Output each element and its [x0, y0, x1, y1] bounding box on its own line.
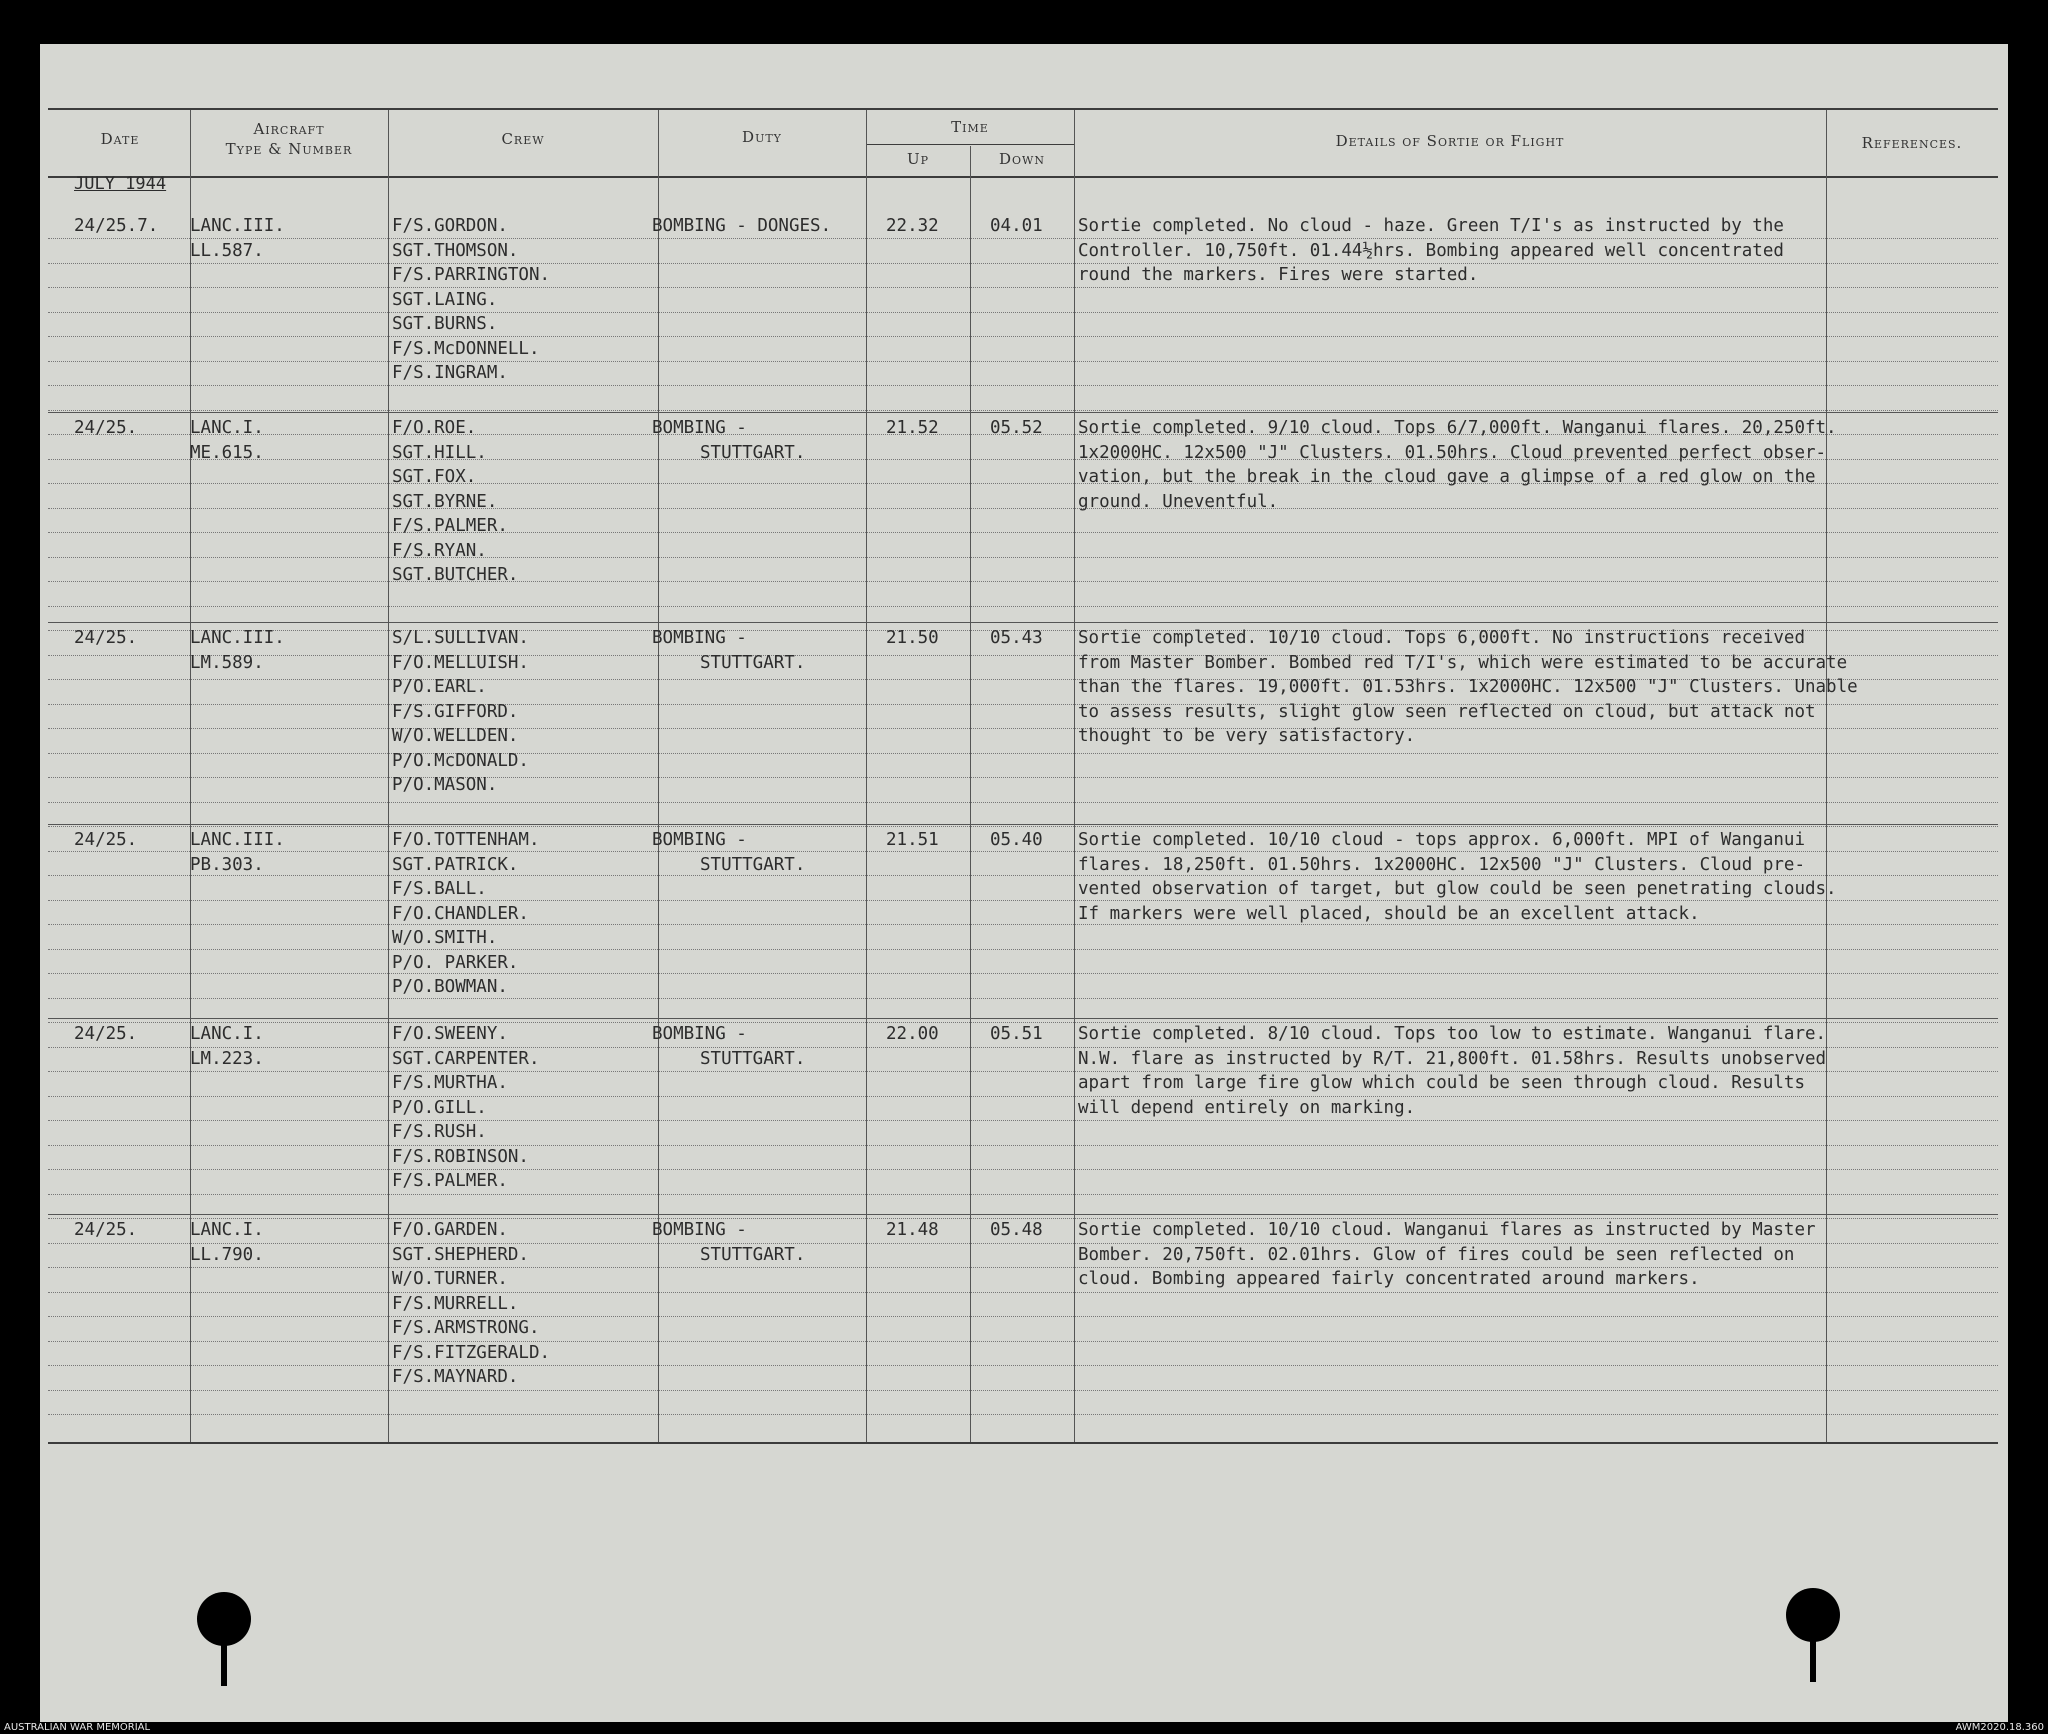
entry-crew-member: F/S.PALMER.	[392, 516, 508, 536]
header-crew: Crew	[501, 130, 545, 148]
ruled-line	[48, 998, 1998, 999]
entry-crew-member: SGT.PATRICK.	[392, 854, 519, 875]
entry-crew-member: SGT.CARPENTER.	[392, 1048, 540, 1069]
entry-details-line: Sortie completed. 10/10 cloud. Tops 6,000ft. No instructions received	[1078, 628, 1805, 648]
header-aircraft-line2: Type & Number	[225, 140, 353, 158]
entry-crew-member: F/S.MURRELL.	[392, 1293, 519, 1314]
entry-crew-member: F/O.CHANDLER.	[392, 903, 529, 924]
entry-crew-member: SGT.BURNS.	[392, 314, 498, 334]
entry-duty: STUTTGART.	[700, 652, 806, 673]
header-details: Details of Sortie or Flight	[1335, 132, 1565, 150]
ruled-line	[48, 581, 1998, 582]
entry-details-line: If markers were well placed, should be an excellent attack.	[1078, 903, 1700, 924]
ruled-line	[48, 949, 1998, 950]
entry-crew-member: F/S.ARMSTRONG.	[392, 1318, 540, 1338]
binder-hole-left	[197, 1592, 251, 1646]
header-time: Time	[951, 118, 989, 136]
entry-details-line: Sortie completed. 9/10 cloud. Tops 6/7,000ft. Wanganui flares. 20,250ft.	[1078, 418, 1837, 438]
ruled-line	[48, 1341, 1998, 1342]
entry-crew-member: F/O.TOTTENHAM.	[392, 830, 540, 850]
month-label: JULY 1944	[74, 174, 167, 194]
entry-crew-member: F/O.SWEENY.	[392, 1024, 508, 1044]
ruled-line	[48, 973, 1998, 974]
entry-crew-member: F/S.GORDON.	[392, 216, 508, 236]
entry-crew-member: W/O.SMITH.	[392, 928, 498, 948]
ruled-line	[48, 1145, 1998, 1146]
entry-crew-member: SGT.SHEPHERD.	[392, 1244, 529, 1265]
entry-separator	[48, 824, 1998, 825]
entry-details-line: than the flares. 19,000ft. 01.53hrs. 1x2000HC. 12x500 "J" Clusters. Unable	[1078, 677, 1858, 697]
entry-crew-member: F/S.ROBINSON.	[392, 1146, 529, 1167]
entry-crew-member: F/O.ROE.	[392, 418, 477, 438]
entry-crew-member: S/L.SULLIVAN.	[392, 628, 529, 648]
ruled-line	[48, 1096, 1998, 1097]
entry-time-up: 22.00	[886, 1024, 939, 1044]
ruled-line	[48, 1292, 1998, 1293]
entry-crew-member: P/O.MASON.	[392, 775, 498, 795]
ruled-line	[48, 924, 1998, 925]
entry-crew-member: F/S.RUSH.	[392, 1122, 487, 1142]
entry-separator	[48, 1018, 1998, 1019]
entry-crew-member: F/O.GARDEN.	[392, 1220, 508, 1240]
entry-details-line: will depend entirely on marking.	[1078, 1097, 1416, 1118]
ruled-line	[48, 728, 1998, 729]
entry-crew-member: SGT.BUTCHER.	[392, 565, 519, 585]
entry-time-up: 21.48	[886, 1220, 939, 1240]
entry-aircraft: PB.303.	[190, 854, 264, 875]
entry-aircraft: LANC.III.	[190, 628, 285, 648]
header-bottom-rule	[48, 176, 1998, 178]
ruled-line	[48, 1169, 1998, 1170]
ruled-line	[48, 1414, 1998, 1415]
ruled-line	[48, 557, 1998, 558]
entry-separator	[48, 622, 1998, 623]
entry-date: 24/25.	[74, 628, 138, 648]
entry-crew-member: F/S.PARRINGTON.	[392, 265, 551, 285]
entry-details-line: vented observation of target, but glow could be seen penetrating clouds.	[1078, 879, 1837, 899]
divider-up	[970, 146, 971, 1442]
entry-date: 24/25.	[74, 1220, 138, 1240]
entry-duty: STUTTGART.	[700, 1244, 806, 1265]
entry-aircraft: ME.615.	[190, 442, 264, 463]
entry-date: 24/25.7.	[74, 216, 159, 236]
entry-details-line: apart from large fire glow which could be seen through cloud. Results	[1078, 1073, 1805, 1093]
entry-date: 24/25.	[74, 418, 138, 438]
entry-time-down: 05.48	[990, 1220, 1043, 1240]
entry-crew-member: P/O. PARKER.	[392, 952, 519, 973]
ruled-line	[48, 1365, 1998, 1366]
entry-details-line: to assess results, slight glow seen reflected on cloud, but attack not	[1078, 701, 1816, 722]
top-rule	[48, 108, 1998, 110]
entry-details-line: from Master Bomber. Bombed red T/I's, which were estimated to be accurate	[1078, 652, 1848, 673]
entry-aircraft: LANC.I.	[190, 418, 264, 438]
bottom-rule	[48, 1442, 1998, 1444]
ruled-line	[48, 1390, 1998, 1391]
entry-crew-member: P/O.EARL.	[392, 677, 487, 697]
ruled-line	[48, 287, 1998, 288]
entry-time-up: 22.32	[886, 216, 939, 236]
entry-time-up: 21.51	[886, 830, 939, 850]
entry-crew-member: SGT.FOX.	[392, 467, 477, 487]
binder-slot-right	[1810, 1636, 1816, 1682]
ruled-line	[48, 385, 1998, 386]
entry-details-line: cloud. Bombing appeared fairly concentrated around markers.	[1078, 1269, 1700, 1289]
ruled-line	[48, 410, 1998, 411]
entry-time-down: 05.43	[990, 628, 1043, 648]
entry-aircraft: LM.589.	[190, 652, 264, 673]
footer-left: AUSTRALIAN WAR MEMORIAL	[4, 1722, 151, 1733]
ruled-line	[48, 777, 1998, 778]
entry-crew-member: F/S.RYAN.	[392, 540, 487, 561]
entry-crew-member: F/S.PALMER.	[392, 1171, 508, 1191]
time-sub-rule	[866, 144, 1074, 145]
entry-aircraft: LANC.I.	[190, 1024, 264, 1044]
entry-crew-member: F/S.INGRAM.	[392, 363, 508, 383]
ruled-line	[48, 606, 1998, 607]
ruled-line	[48, 1194, 1998, 1195]
ruled-line	[48, 361, 1998, 362]
entry-details-line: flares. 18,250ft. 01.50hrs. 1x2000HC. 12x500 "J" Clusters. Cloud pre-	[1078, 854, 1805, 875]
ruled-line	[48, 826, 1998, 827]
entry-details-line: Controller. 10,750ft. 01.44½hrs. Bombing appeared well concentrated	[1078, 240, 1784, 261]
entry-crew-member: F/S.MURTHA.	[392, 1073, 508, 1093]
ruled-line	[48, 802, 1998, 803]
entry-details-line: Sortie completed. No cloud - haze. Green T/I's as instructed by the	[1078, 216, 1784, 236]
entry-crew-member: SGT.HILL.	[392, 442, 487, 463]
entry-duty: STUTTGART.	[700, 1048, 806, 1069]
entry-aircraft: LL.790.	[190, 1244, 264, 1265]
ruled-line	[48, 336, 1998, 337]
entry-crew-member: F/S.BALL.	[392, 879, 487, 899]
entry-date: 24/25.	[74, 1024, 138, 1044]
entry-details-line: Sortie completed. 8/10 cloud. Tops too low to estimate. Wanganui flare.	[1078, 1024, 1827, 1044]
entry-crew-member: P/O.BOWMAN.	[392, 977, 508, 997]
entry-time-up: 21.52	[886, 418, 939, 438]
ruled-line	[48, 1120, 1998, 1121]
entry-aircraft: LANC.III.	[190, 830, 285, 850]
ruled-line	[48, 1267, 1998, 1268]
binder-slot-left	[221, 1640, 227, 1686]
entry-aircraft: LM.223.	[190, 1048, 264, 1069]
entry-crew-member: F/S.FITZGERALD.	[392, 1342, 551, 1363]
header-duty: Duty	[742, 128, 782, 146]
entry-details-line: ground. Uneventful.	[1078, 491, 1279, 512]
entry-separator	[48, 1214, 1998, 1215]
entry-details-line: N.W. flare as instructed by R/T. 21,800ft. 01.58hrs. Results unobserved	[1078, 1048, 1827, 1069]
entry-crew-member: F/O.MELLUISH.	[392, 652, 529, 673]
ruled-line	[48, 532, 1998, 533]
entry-details-line: Sortie completed. 10/10 cloud - tops approx. 6,000ft. MPI of Wanganui	[1078, 830, 1805, 850]
entry-crew-member: F/S.GIFFORD.	[392, 701, 519, 722]
entry-duty: STUTTGART.	[700, 442, 806, 463]
header-date: Date	[100, 130, 140, 148]
entry-aircraft: LANC.III.	[190, 216, 285, 236]
entry-crew-member: SGT.THOMSON.	[392, 240, 519, 261]
header-references: References.	[1861, 134, 1963, 152]
entry-separator	[48, 412, 1998, 413]
entry-details-line: thought to be very satisfactory.	[1078, 726, 1416, 746]
entry-time-down: 05.40	[990, 830, 1043, 850]
header-down: Down	[999, 150, 1045, 168]
entry-crew-member: F/S.MAYNARD.	[392, 1367, 519, 1387]
entry-details-line: 1x2000HC. 12x500 "J" Clusters. 01.50hrs. Cloud prevented perfect obser-	[1078, 442, 1827, 463]
entry-duty: BOMBING -	[652, 830, 747, 850]
entry-crew-member: P/O.GILL.	[392, 1097, 487, 1118]
entry-duty: BOMBING - DONGES.	[652, 216, 832, 236]
entry-crew-member: P/O.McDONALD.	[392, 750, 529, 771]
entry-time-down: 05.52	[990, 418, 1043, 438]
entry-aircraft: LL.587.	[190, 240, 264, 261]
entry-time-up: 21.50	[886, 628, 939, 648]
entry-crew-member: W/O.TURNER.	[392, 1269, 508, 1289]
entry-crew-member: SGT.BYRNE.	[392, 491, 498, 512]
ruled-line	[48, 753, 1998, 754]
ruled-line	[48, 1316, 1998, 1317]
entry-crew-member: SGT.LAING.	[392, 289, 498, 310]
entry-details-line: Sortie completed. 10/10 cloud. Wanganui flares as instructed by Master	[1078, 1220, 1816, 1240]
entry-duty: BOMBING -	[652, 1220, 747, 1240]
entry-details-line: vation, but the break in the cloud gave a glimpse of a red glow on the	[1078, 467, 1816, 487]
header-aircraft-line1: Aircraft	[253, 120, 325, 138]
entry-aircraft: LANC.I.	[190, 1220, 264, 1240]
entry-details-line: Bomber. 20,750ft. 02.01hrs. Glow of fires could be seen reflected on	[1078, 1244, 1795, 1265]
binder-hole-right	[1786, 1588, 1840, 1642]
entry-time-down: 04.01	[990, 216, 1043, 236]
ruled-line	[48, 508, 1998, 509]
entry-duty: BOMBING -	[652, 1024, 747, 1044]
record-sheet	[40, 44, 2008, 1722]
entry-duty: BOMBING -	[652, 418, 747, 438]
header-up: Up	[906, 150, 930, 168]
footer-right: AWM2020.18.360	[1955, 1722, 2044, 1733]
entry-crew-member: W/O.WELLDEN.	[392, 726, 519, 746]
entry-crew-member: F/S.McDONNELL.	[392, 338, 540, 359]
entry-date: 24/25.	[74, 830, 138, 850]
entry-details-line: round the markers. Fires were started.	[1078, 265, 1479, 285]
entry-duty: BOMBING -	[652, 628, 747, 648]
entry-duty: STUTTGART.	[700, 854, 806, 875]
ruled-line	[48, 312, 1998, 313]
entry-time-down: 05.51	[990, 1024, 1043, 1044]
